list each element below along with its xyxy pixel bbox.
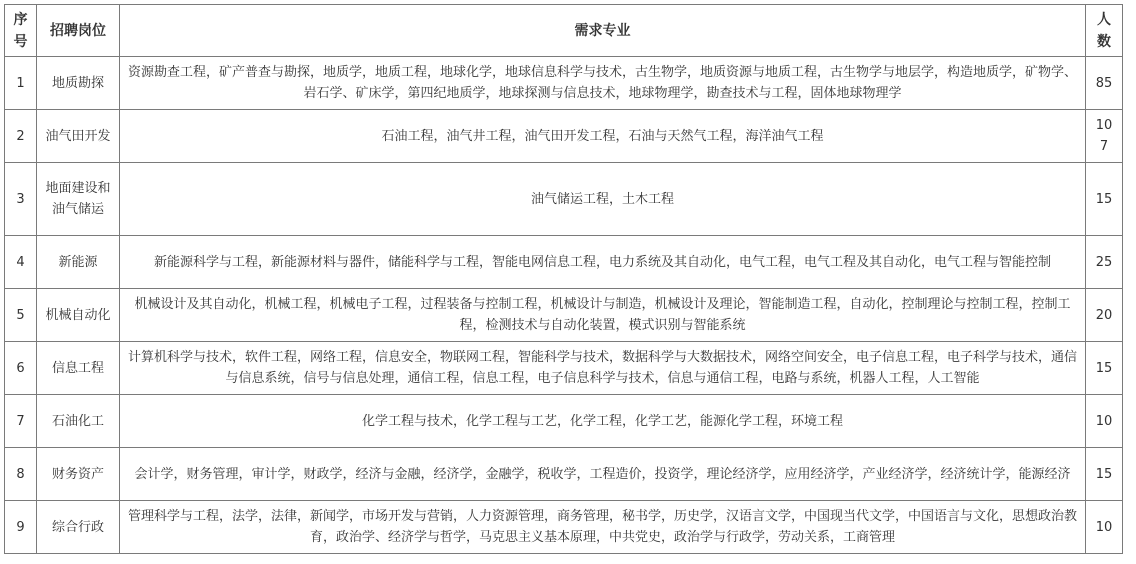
table-row xyxy=(5,163,1123,236)
row-position: 油气田开发 xyxy=(37,110,120,163)
table-row xyxy=(5,342,1123,395)
row-count: 15 xyxy=(1086,448,1123,501)
row-majors: 石油工程，油气井工程，油气田开发工程，石油与天然气工程，海洋油气工程 xyxy=(120,110,1086,163)
table-row xyxy=(5,395,1123,448)
row-position: 信息工程 xyxy=(37,342,120,395)
header-seq: 序号 xyxy=(5,5,37,57)
row-position: 新能源 xyxy=(37,236,120,289)
row-position: 石油化工 xyxy=(37,395,120,448)
row-seq: 9 xyxy=(5,501,37,554)
row-majors: 机械设计及其自动化，机械工程，机械电子工程，过程装备与控制工程，机械设计与制造，机械设计及理论，智能制造工程，自动化，控制理论与控制工程，控制工程，检测技术与自动化装置，模式识别与智能系统 xyxy=(120,289,1086,342)
row-majors: 油气储运工程，土木工程 xyxy=(120,163,1086,236)
table-row xyxy=(5,289,1123,342)
row-majors: 管理科学与工程，法学，法律，新闻学，市场开发与营销，人力资源管理，商务管理，秘书学，历史学，汉语言文学，中国现当代文学，中国语言与文化，思想政治教育，政治学、经济学与哲学，马克思主义基本原理，中共党史，政治学与行政学，劳动关系，工商管理 xyxy=(120,501,1086,554)
table-row xyxy=(5,110,1123,163)
row-position: 财务资产 xyxy=(37,448,120,501)
row-majors: 化学工程与技术，化学工程与工艺，化学工程，化学工艺，能源化学工程，环境工程 xyxy=(120,395,1086,448)
row-count: 25 xyxy=(1086,236,1123,289)
header-row xyxy=(5,5,1123,57)
row-seq: 5 xyxy=(5,289,37,342)
header-count: 人数 xyxy=(1086,5,1123,57)
row-seq: 8 xyxy=(5,448,37,501)
row-majors: 资源勘查工程，矿产普查与勘探，地质学，地质工程，地球化学，地球信息科学与技术，古生物学，地质资源与地质工程，古生物学与地层学，构造地质学，矿物学、岩石学、矿床学，第四纪地质学，地球探测与信息技术，地球物理学，勘查技术与工程，固体地球物理学 xyxy=(120,57,1086,110)
row-seq: 7 xyxy=(5,395,37,448)
row-seq: 6 xyxy=(5,342,37,395)
table-row xyxy=(5,501,1123,554)
header-position: 招聘岗位 xyxy=(37,5,120,57)
row-seq: 3 xyxy=(5,163,37,236)
table-row xyxy=(5,448,1123,501)
row-position: 地质勘探 xyxy=(37,57,120,110)
row-count: 85 xyxy=(1086,57,1123,110)
recruitment-table xyxy=(4,4,1123,554)
row-seq: 1 xyxy=(5,57,37,110)
row-position: 综合行政 xyxy=(37,501,120,554)
row-seq: 2 xyxy=(5,110,37,163)
row-count: 10 xyxy=(1086,501,1123,554)
table-row xyxy=(5,236,1123,289)
row-majors: 新能源科学与工程，新能源材料与器件，储能科学与工程，智能电网信息工程，电力系统及其自动化，电气工程，电气工程及其自动化，电气工程与智能控制 xyxy=(120,236,1086,289)
row-count: 15 xyxy=(1086,163,1123,236)
row-position: 机械自动化 xyxy=(37,289,120,342)
row-count: 20 xyxy=(1086,289,1123,342)
row-seq: 4 xyxy=(5,236,37,289)
row-count: 15 xyxy=(1086,342,1123,395)
row-majors: 计算机科学与技术，软件工程，网络工程，信息安全，物联网工程，智能科学与技术，数据科学与大数据技术，网络空间安全，电子信息工程，电子科学与技术，通信与信息系统，信号与信息处理，通信工程，信息工程，电子信息科学与技术，信息与通信工程，电路与系统，机器人工程，人工智能 xyxy=(120,342,1086,395)
row-count: 10 xyxy=(1086,395,1123,448)
row-position: 地面建设和油气储运 xyxy=(37,163,120,236)
row-majors: 会计学，财务管理，审计学，财政学，经济与金融，经济学，金融学，税收学，工程造价，投资学，理论经济学，应用经济学，产业经济学，经济统计学，能源经济 xyxy=(120,448,1086,501)
row-count: 107 xyxy=(1086,110,1123,163)
header-majors: 需求专业 xyxy=(120,5,1086,57)
table-row xyxy=(5,57,1123,110)
